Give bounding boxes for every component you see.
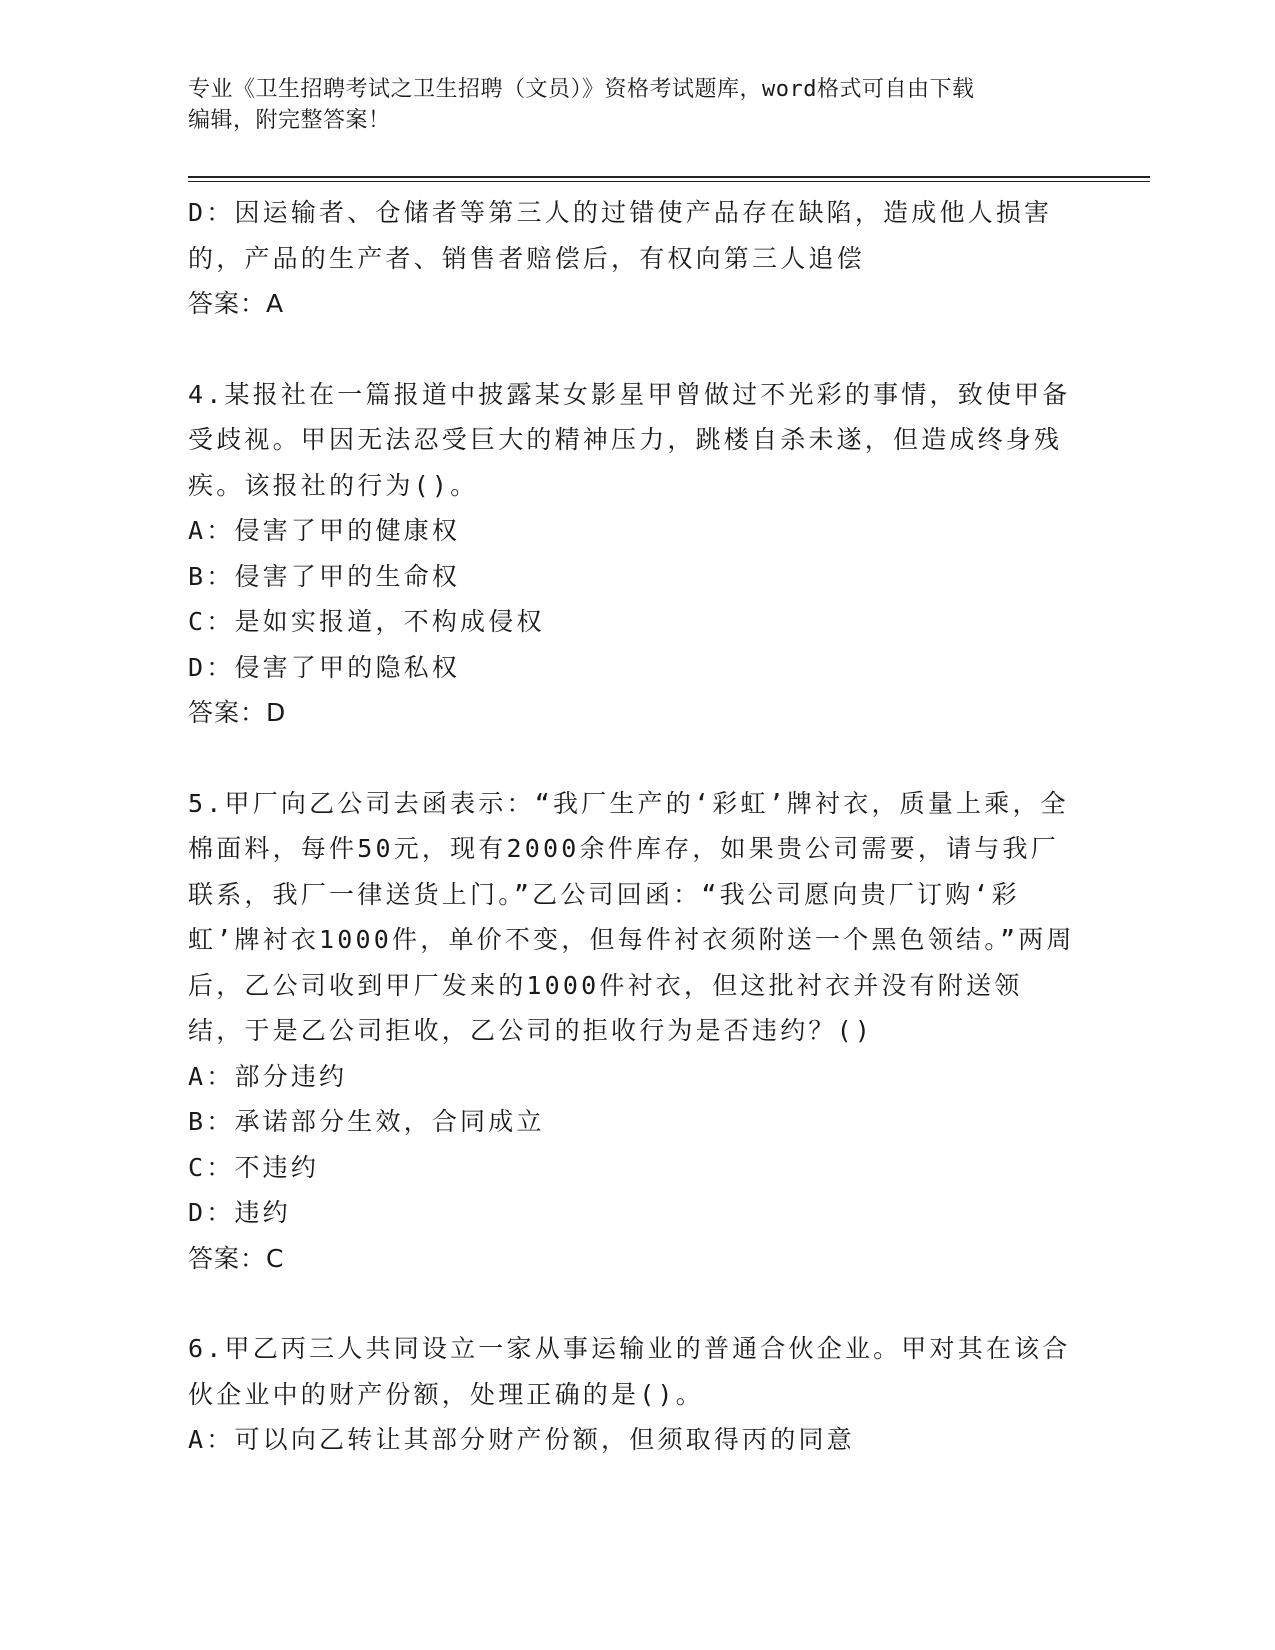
spacer [188, 327, 1078, 372]
answer-label: 答案：C [188, 1243, 285, 1273]
option-b: B：承诺部分生效，合同成立 [188, 1107, 545, 1136]
spacer [188, 1281, 1078, 1326]
option-a: A：侵害了甲的健康权 [188, 516, 461, 545]
spacer [188, 736, 1078, 781]
question-block-4 [188, 372, 1078, 736]
option-c: C：是如实报道，不构成侵权 [188, 607, 545, 636]
header-divider [188, 176, 1150, 182]
option-a: A：部分违约 [188, 1061, 348, 1091]
option-a: A：可以向乙转让其部分财产份额，但须取得丙的同意 [188, 1425, 855, 1454]
header-line-1: 专业《卫生招聘考试之卫生招聘（文员）》资格考试题库，word格式可自由下载 [188, 77, 975, 102]
option-d: D：侵害了甲的隐私权 [188, 652, 461, 682]
header-line-2: 编辑，附完整答案！ [188, 108, 391, 133]
option-b: B：侵害了甲的生命权 [188, 561, 461, 591]
question-stem: 5.甲厂向乙公司去函表示：“我厂生产的‘彩虹’牌衬衣，质量上乘，全棉面料，每件50元，现有2000余件库存，如果贵公司需要，请与我厂联系，我厂一律送货上门。”乙公司回函：“我公司愿向贵厂订购‘彩虹’牌衬衣1000件，单价不变，但每件衬衣须附送一个黑色领结。”两周后，乙公司收到甲厂发来的1000件衬衣，但这批衬衣并没有附送领结，于是乙公司拒收，乙公司的拒收行为是否违约？() [188, 788, 1075, 1045]
option-c: C：不违约 [188, 1152, 320, 1182]
question-list [188, 190, 1078, 1463]
option-d: D：违约 [188, 1198, 291, 1227]
answer-label: 答案：A [188, 289, 285, 318]
question-block-6 [188, 1326, 1078, 1463]
option-d: D：因运输者、仓储者等第三人的过错使产品存在缺陷，造成他人损害的，产品的生产者、销售者赔偿后，有权向第三人追偿 [188, 198, 1053, 273]
answer-label: 答案：D [188, 698, 287, 727]
question-stem: 4.某报社在一篇报道中披露某女影星甲曾做过不光彩的事情，致使甲备受歧视。甲因无法忍受巨大的精神压力，跳楼自杀未遂，但造成终身残疾。该报社的行为()。 [188, 379, 1071, 500]
question-stem: 6.甲乙丙三人共同设立一家从事运输业的普通合伙企业。甲对其在该合伙企业中的财产份额，处理正确的是()。 [188, 1334, 1071, 1409]
page-header [188, 74, 1068, 136]
question-block-5 [188, 781, 1078, 1282]
question-block-3 [188, 190, 1078, 327]
